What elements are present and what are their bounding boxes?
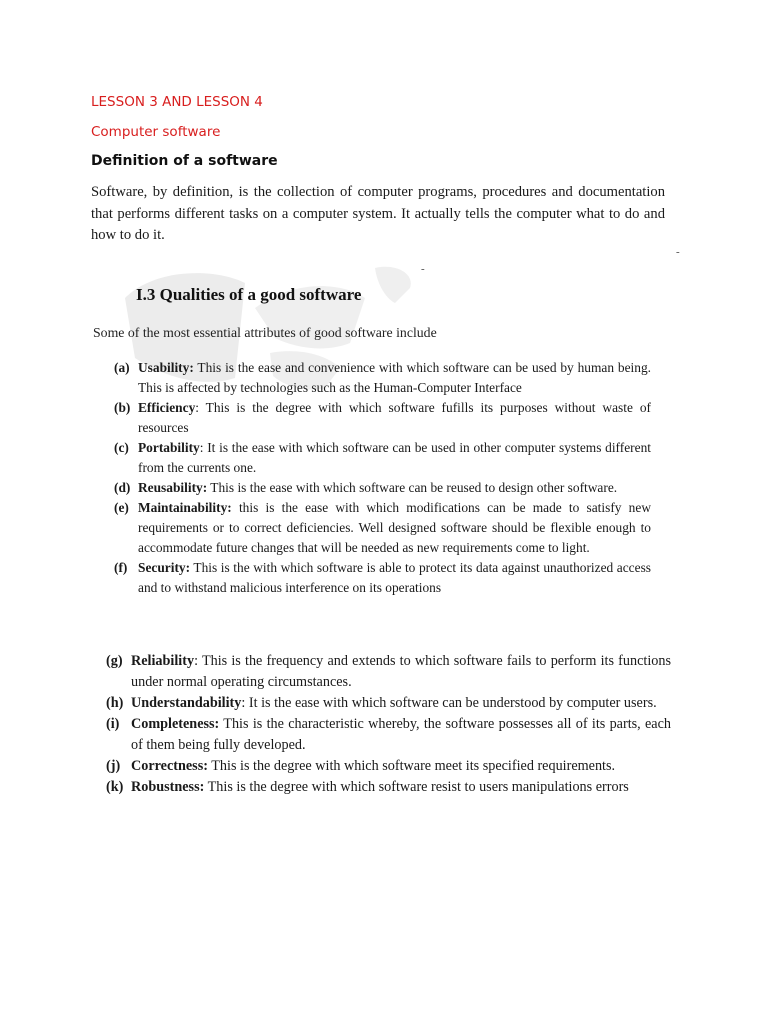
- stray-mark: -: [676, 246, 680, 258]
- list-marker: (d): [114, 480, 131, 495]
- list-marker: (h): [106, 695, 124, 711]
- item-text: This is the with which software is able to protect its data against unauthorized access and to withstand malicious interference on its operations: [138, 560, 651, 595]
- item-text: : It is the ease with which software can be understood by computer users.: [241, 695, 657, 711]
- list-item: [114, 438, 651, 478]
- section-intro: Some of the most essential attributes of good software include: [93, 325, 437, 340]
- list-item: [114, 558, 651, 598]
- item-term: Reliability: [131, 653, 195, 669]
- item-text: : This is the degree with which software fufills its purposes without waste of resources: [138, 400, 651, 435]
- item-term: Completeness:: [131, 716, 220, 732]
- list-marker: (i): [106, 716, 120, 732]
- item-term: Security:: [138, 560, 191, 575]
- item-term: Understandability: [131, 695, 242, 711]
- list-item: [106, 693, 671, 714]
- item-term: Usability:: [138, 360, 194, 375]
- definition-heading: Definition of a software: [91, 153, 278, 169]
- item-term: Correctness:: [131, 758, 208, 774]
- list-marker: (j): [106, 758, 121, 774]
- item-text: This is the degree with which software resist to users manipulations errors: [204, 779, 629, 795]
- list-item: [114, 478, 651, 498]
- item-term: Maintainability:: [138, 500, 232, 515]
- item-text: This is the ease and convenience with which software can be used by human being. This is affected by technologies such as the Human-Computer Interface: [138, 360, 651, 395]
- lesson-title: LESSON 3 AND LESSON 4: [91, 94, 263, 110]
- item-term: Robustness:: [131, 779, 205, 795]
- list-marker: (k): [106, 779, 124, 795]
- item-term: Portability: [138, 440, 200, 455]
- list-item: [106, 651, 671, 693]
- item-text: : This is the frequency and extends to which software fails to perform its functions under normal operating circumstances.: [131, 653, 671, 690]
- list-item: [114, 498, 651, 558]
- item-text: This is the characteristic whereby, the software possesses all of its parts, each of them being fully developed.: [131, 716, 671, 753]
- list-marker: (e): [114, 500, 129, 515]
- list-item: [106, 777, 671, 798]
- stray-mark: -: [421, 263, 425, 275]
- item-term: Efficiency: [138, 400, 196, 415]
- section-heading: I.3 Qualities of a good software: [136, 285, 362, 304]
- list-marker: (b): [114, 400, 131, 415]
- list-item: [114, 398, 651, 438]
- subject-title: Computer software: [91, 124, 221, 140]
- list-item: [106, 714, 671, 756]
- list-marker: (c): [114, 440, 129, 455]
- list-item: [106, 756, 671, 777]
- item-text: This is the degree with which software meet its specified requirements.: [207, 758, 616, 774]
- item-text: this is the ease with which modifications can be made to satisfy new requirements or to correct deficiencies. Well designed software should be flexible enough to accommodate future changes that will be needed as new requirements come to light.: [138, 500, 651, 555]
- qualities-list: [114, 358, 651, 598]
- list-marker: (f): [114, 560, 128, 575]
- item-text: This is the ease with which software can be reused to design other software.: [207, 480, 618, 495]
- list-item: [114, 358, 651, 398]
- more-qualities-list: [106, 651, 671, 798]
- item-text: : It is the ease with which software can be used in other computer systems different from the currents one.: [138, 440, 651, 475]
- definition-paragraph: Software, by definition, is the collection of computer programs, procedures and documentation that performs different tasks on a computer system. It actually tells the computer what to do and how to do it.: [91, 184, 665, 243]
- item-term: Reusability:: [138, 480, 208, 495]
- list-marker: (g): [106, 653, 123, 669]
- list-marker: (a): [114, 360, 130, 375]
